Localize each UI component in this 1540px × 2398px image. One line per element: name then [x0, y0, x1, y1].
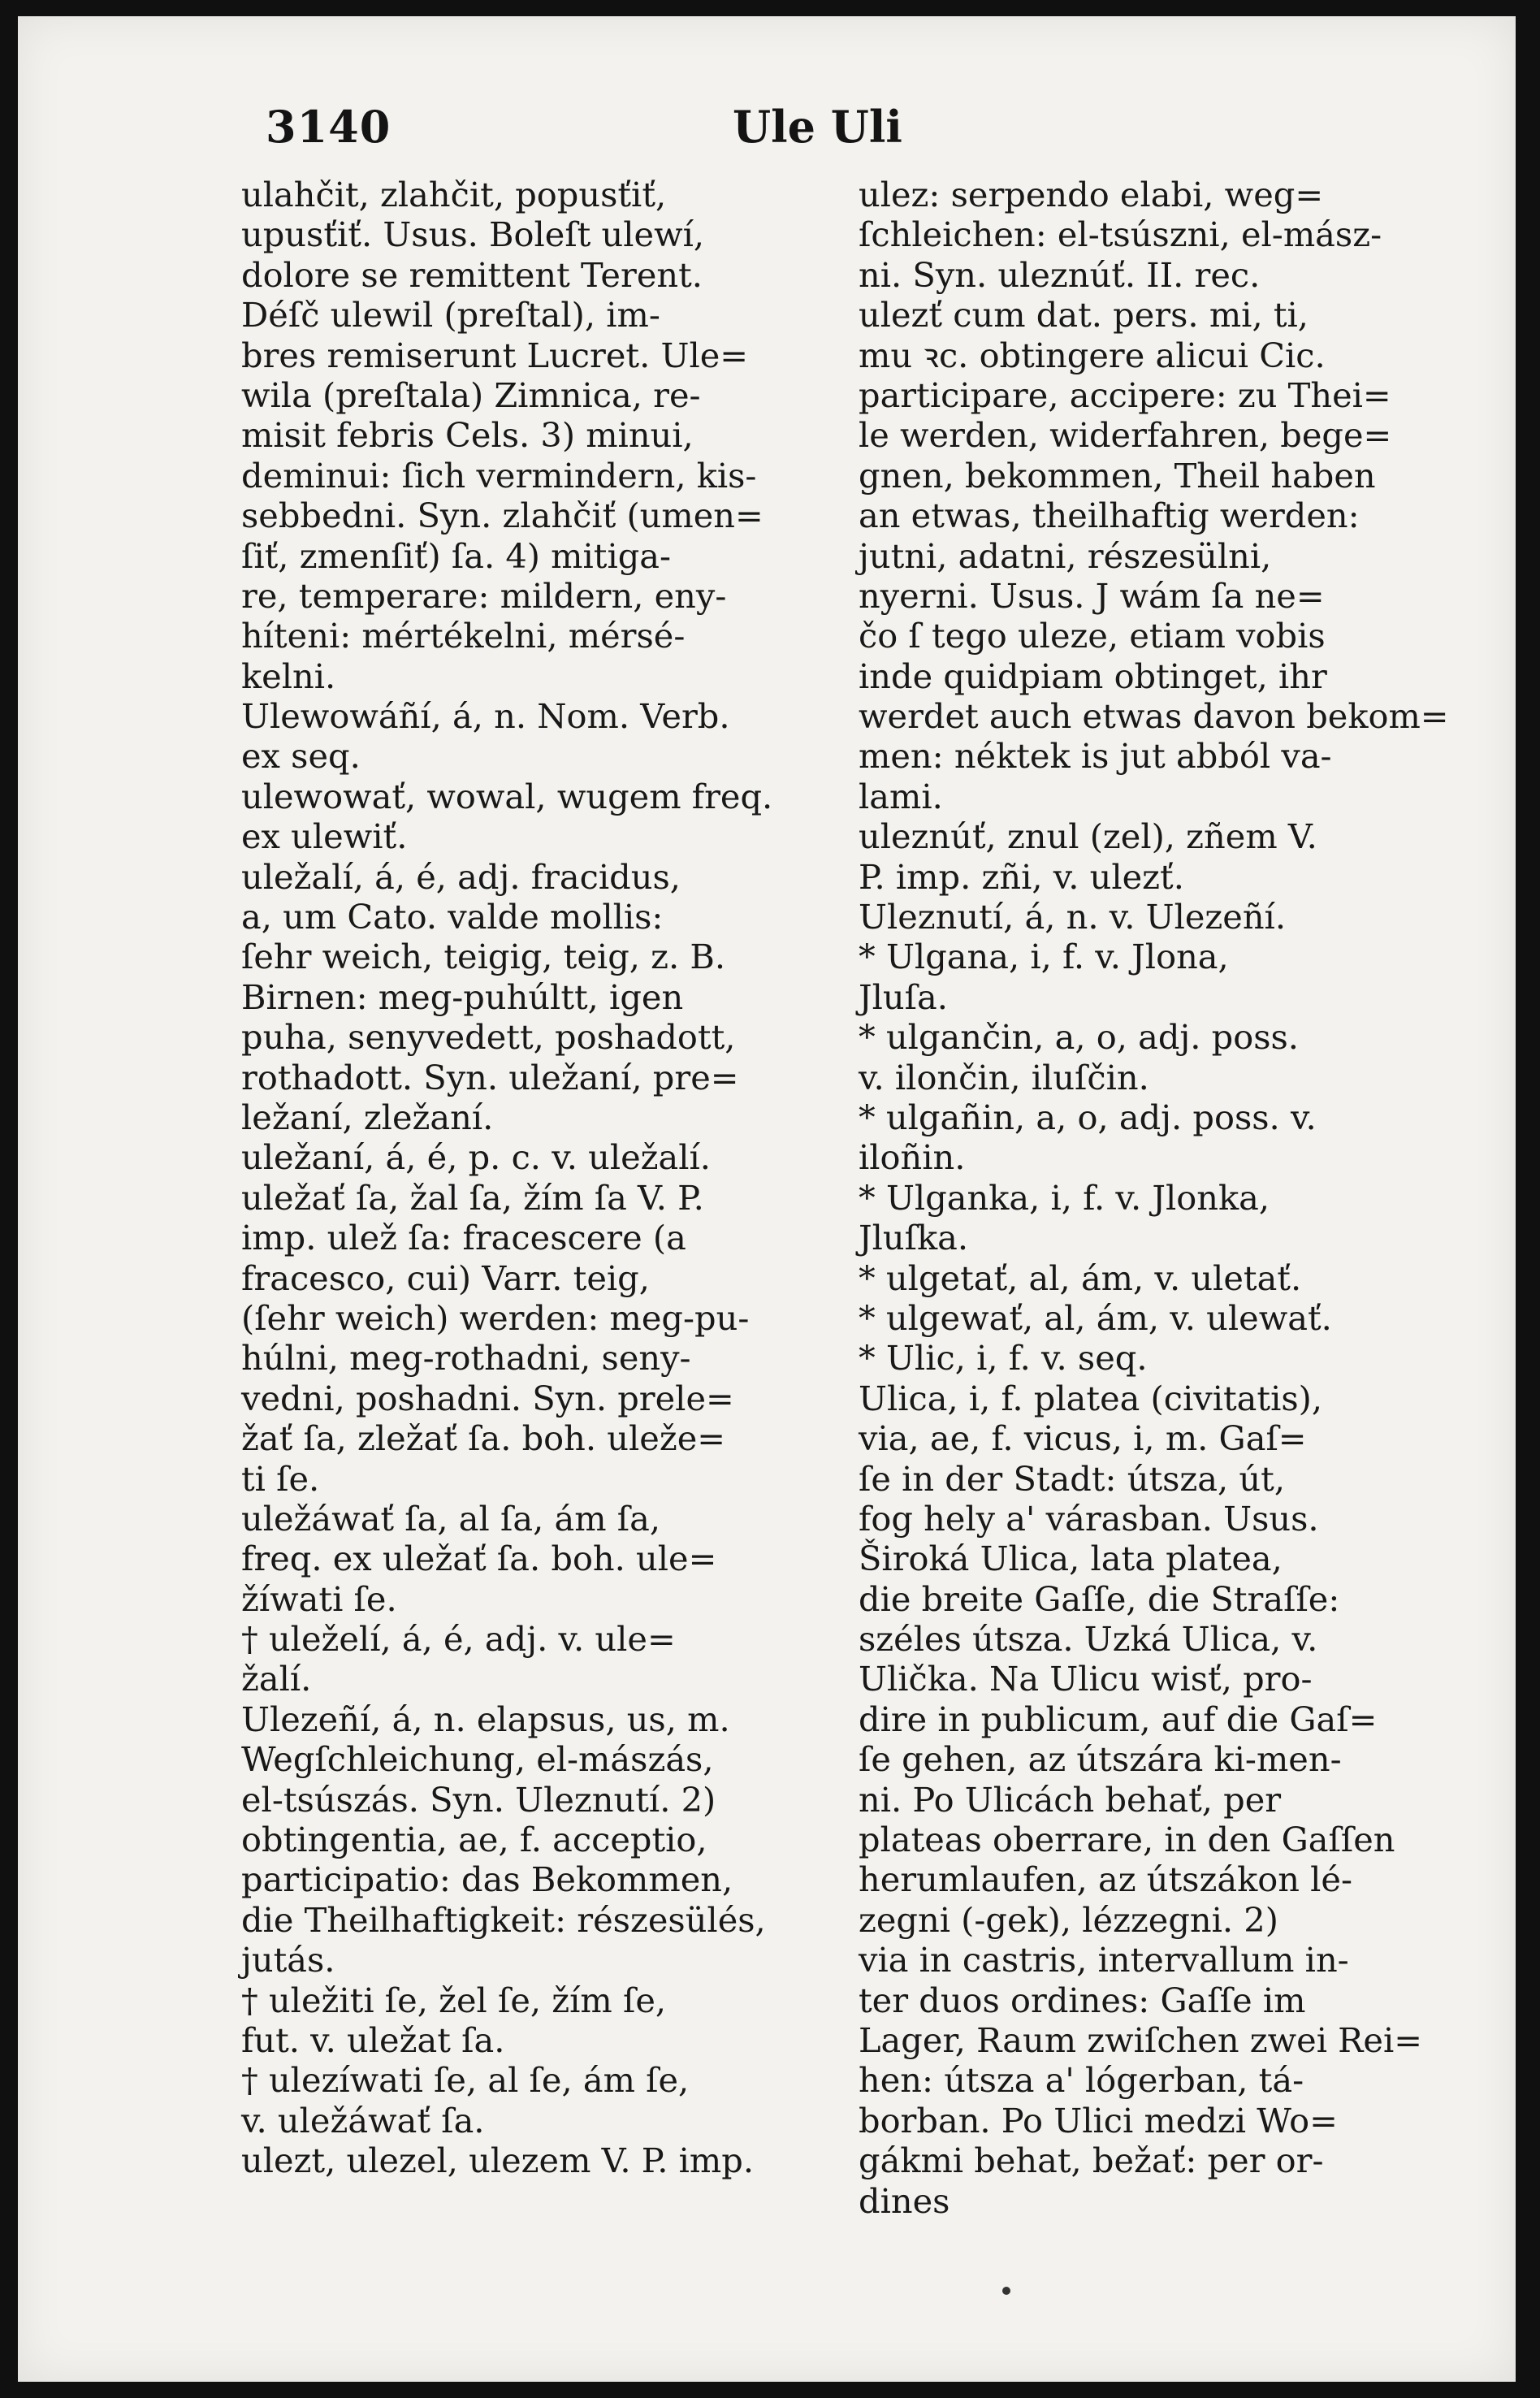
page-number: 3140 — [266, 101, 391, 153]
dictionary-line: dolore se remittent Terent. — [241, 254, 703, 295]
dictionary-line: ſe in der Stadt: útsza, út, — [859, 1458, 1286, 1499]
dictionary-line: freq. ex uležať ſa. boh. ule= — [241, 1539, 717, 1579]
dictionary-line: ni. Syn. uleznúť. II. rec. — [859, 254, 1261, 295]
dictionary-line: vedni, poshadni. Syn. prele= — [241, 1378, 734, 1418]
dictionary-line: zegni (-gek), lézzegni. 2) — [859, 1899, 1278, 1940]
dictionary-line: v. ilončin, iluſčin. — [859, 1057, 1149, 1097]
dictionary-line: ſe gehen, az útszára ki-men- — [859, 1739, 1342, 1780]
dictionary-line: via in castris, intervallum in- — [859, 1940, 1349, 1980]
dictionary-line: žíwati ſe. — [241, 1578, 397, 1619]
right-column — [859, 175, 1500, 2221]
dictionary-line: dire in publicum, auf die Gaſ= — [859, 1699, 1378, 1739]
dictionary-line: v. uležáwať ſa. — [241, 2100, 485, 2140]
dictionary-line: imp. ulež ſa: fracescere (a — [241, 1218, 686, 1258]
dictionary-line: die breite Gaſſe, die Straſſe: — [859, 1578, 1340, 1619]
dictionary-line: ulezt, ulezel, ulezem V. P. imp. — [241, 2140, 755, 2181]
dictionary-line: fog hely a' várasban. Usus. — [859, 1498, 1319, 1539]
dictionary-line: Uleznutí, á, n. v. Ulezeñí. — [859, 897, 1287, 937]
dictionary-line: plateas oberrare, in den Gaſſen — [859, 1820, 1395, 1860]
dictionary-line: nyerni. Usus. J wám ſa ne= — [859, 575, 1325, 616]
dictionary-line: le werden, widerfahren, bege= — [859, 415, 1392, 456]
ink-dot — [1002, 2287, 1010, 2295]
dictionary-line: herumlaufen, az útszákon lé- — [859, 1859, 1352, 1900]
dictionary-line: széles útsza. Uzká Ulica, v. — [859, 1619, 1318, 1660]
dictionary-line: deminui: ſich vermindern, kis- — [241, 455, 757, 496]
dictionary-line: ſchleichen: el-tsúszni, el-mász- — [859, 214, 1382, 255]
dictionary-line: Ulezeñí, á, n. elapsus, us, m. — [241, 1699, 730, 1739]
dictionary-line: hen: útsza a' lógerban, tá- — [859, 2060, 1304, 2101]
dictionary-line: Lager, Raum zwiſchen zwei Rei= — [859, 2019, 1423, 2060]
dictionary-line: * ulgewať, al, ám, v. ulewať. — [859, 1297, 1332, 1338]
dictionary-line: Široká Ulica, lata platea, — [859, 1539, 1283, 1579]
dictionary-line: * Ulgana, i, f. v. Jlona, — [859, 937, 1229, 977]
dictionary-line: ti ſe. — [241, 1458, 320, 1499]
dictionary-line: ležaní, zležaní. — [241, 1097, 494, 1137]
dictionary-line: wila (preſtala) Zimnica, re- — [241, 374, 701, 415]
dictionary-line: † uleželí, á, é, adj. v. ule= — [241, 1619, 676, 1660]
page-header — [18, 89, 1516, 162]
dictionary-line: fracesco, cui) Varr. teig, — [241, 1257, 650, 1298]
dictionary-line: re, temperare: mildern, eny- — [241, 575, 727, 616]
dictionary-line: Jluſka. — [859, 1218, 969, 1258]
dictionary-line: fut. v. uležat ſa. — [241, 2019, 505, 2060]
dictionary-line: ex ulewiť. — [241, 816, 408, 857]
dictionary-line: ſiť, zmenſiť) ſa. 4) mitiga- — [241, 535, 672, 576]
dictionary-line: ulewowať, wowal, wugem freq. — [241, 776, 773, 816]
dictionary-line: ulez: serpendo elabi, weg= — [859, 175, 1324, 214]
dictionary-line: upusťiť. Usus. Boleſt ulewí, — [241, 214, 705, 255]
dictionary-line: čo ſ tego uleze, etiam vobis — [859, 616, 1326, 656]
dictionary-line: ſehr weich, teigig, teig, z. B. — [241, 937, 726, 977]
dictionary-line: die Theilhaftigkeit: részesülés, — [241, 1899, 766, 1940]
dictionary-line: participatio: das Bekommen, — [241, 1859, 733, 1900]
dictionary-line: uležalí, á, é, adj. fracidus, — [241, 856, 681, 897]
dictionary-line: puha, senyvedett, poshadott, — [241, 1017, 736, 1058]
dictionary-line: iloñin. — [859, 1137, 966, 1178]
dictionary-line: * Ulganka, i, f. v. Jlonka, — [859, 1177, 1270, 1218]
dictionary-line: sebbedni. Syn. zlahčiť (umen= — [241, 496, 764, 536]
dictionary-line: participare, accipere: zu Thei= — [859, 374, 1391, 415]
left-column — [241, 175, 842, 2181]
dictionary-line: † ulezíwati ſe, al ſe, ám ſe, — [241, 2060, 690, 2101]
dictionary-line: ter duos ordines: Gaſſe im — [859, 1980, 1306, 2020]
dictionary-line: uležať ſa, žal ſa, žím ſa V. P. — [241, 1177, 704, 1218]
dictionary-line: bres remiserunt Lucret. Ule= — [241, 335, 749, 375]
dictionary-line: rothadott. Syn. uležaní, pre= — [241, 1057, 739, 1097]
dictionary-line: * ulgañin, a, o, adj. poss. v. — [859, 1097, 1317, 1137]
dictionary-line: (ſehr weich) werden: meg-pu- — [241, 1297, 750, 1338]
dictionary-page — [18, 16, 1516, 2382]
dictionary-line: Wegſchleichung, el-mászás, — [241, 1739, 714, 1780]
dictionary-line: ulezť cum dat. pers. mi, ti, — [859, 295, 1309, 335]
dictionary-line: mu ꝛc. obtingere alicui Cic. — [859, 335, 1326, 375]
dictionary-line: Birnen: meg-puhúltt, igen — [241, 976, 684, 1017]
dictionary-line: uležaní, á, é, p. c. v. uležalí. — [241, 1137, 712, 1178]
dictionary-line: a, um Cato. valde mollis: — [241, 897, 664, 937]
dictionary-line: dines — [859, 2180, 950, 2221]
dictionary-line: ex seq. — [241, 736, 361, 777]
dictionary-line: jutás. — [241, 1940, 335, 1980]
dictionary-line: inde quidpiam obtinget, ihr — [859, 656, 1327, 696]
dictionary-line: gákmi behat, bežať: per or- — [859, 2140, 1324, 2181]
dictionary-line: Ulička. Na Ulicu wisť, pro- — [859, 1659, 1313, 1699]
dictionary-line: misit febris Cels. 3) minui, — [241, 415, 694, 456]
dictionary-line: via, ae, f. vicus, i, m. Gaſ= — [859, 1418, 1307, 1459]
dictionary-line: uleznúť, znul (zel), zñem V. — [859, 816, 1317, 857]
dictionary-line: P. imp. zñi, v. ulezť. — [859, 856, 1184, 897]
dictionary-line: obtingentia, ae, f. acceptio, — [241, 1820, 707, 1860]
dictionary-line: ni. Po Ulicách behať, per — [859, 1779, 1282, 1820]
dictionary-line: el-tsúszás. Syn. Uleznutí. 2) — [241, 1779, 716, 1820]
dictionary-line: an etwas, theilhaftig werden: — [859, 496, 1360, 536]
dictionary-line: lami. — [859, 776, 943, 816]
guide-words: Ule Uli — [733, 101, 902, 153]
dictionary-line: Jluſa. — [859, 976, 948, 1017]
dictionary-line: men: néktek is jut abból va- — [859, 736, 1332, 777]
dictionary-line: * ulgetať, al, ám, v. uletať. — [859, 1257, 1302, 1298]
dictionary-line: * Ulic, i, f. v. seq. — [859, 1338, 1148, 1379]
dictionary-line: híteni: mértékelni, mérsé- — [241, 616, 686, 656]
dictionary-line: Ulica, i, f. platea (civitatis), — [859, 1378, 1323, 1418]
dictionary-line: † uležiti ſe, žel ſe, žím ſe, — [241, 1980, 667, 2020]
dictionary-line: borban. Po Ulici medzi Wo= — [859, 2100, 1338, 2140]
dictionary-line: kelni. — [241, 656, 336, 696]
dictionary-line: uležáwať ſa, al ſa, ám ſa, — [241, 1498, 661, 1539]
dictionary-line: žalí. — [241, 1659, 312, 1699]
dictionary-line: ulahčit, zlahčit, popusťiť, — [241, 175, 667, 214]
dictionary-line: žať ſa, zležať ſa. boh. uleže= — [241, 1418, 726, 1459]
dictionary-line: húlni, meg-rothadni, seny- — [241, 1338, 691, 1379]
dictionary-line: Ulewowáñí, á, n. Nom. Verb. — [241, 696, 730, 737]
dictionary-line: * ulgančin, a, o, adj. poss. — [859, 1017, 1299, 1058]
dictionary-line: Déſč ulewil (preſtal), im- — [241, 295, 660, 335]
dictionary-line: jutni, adatni, részesülni, — [859, 535, 1272, 576]
dictionary-line: gnen, bekommen, Theil haben — [859, 455, 1376, 496]
dictionary-line: werdet auch etwas davon bekom= — [859, 696, 1449, 737]
